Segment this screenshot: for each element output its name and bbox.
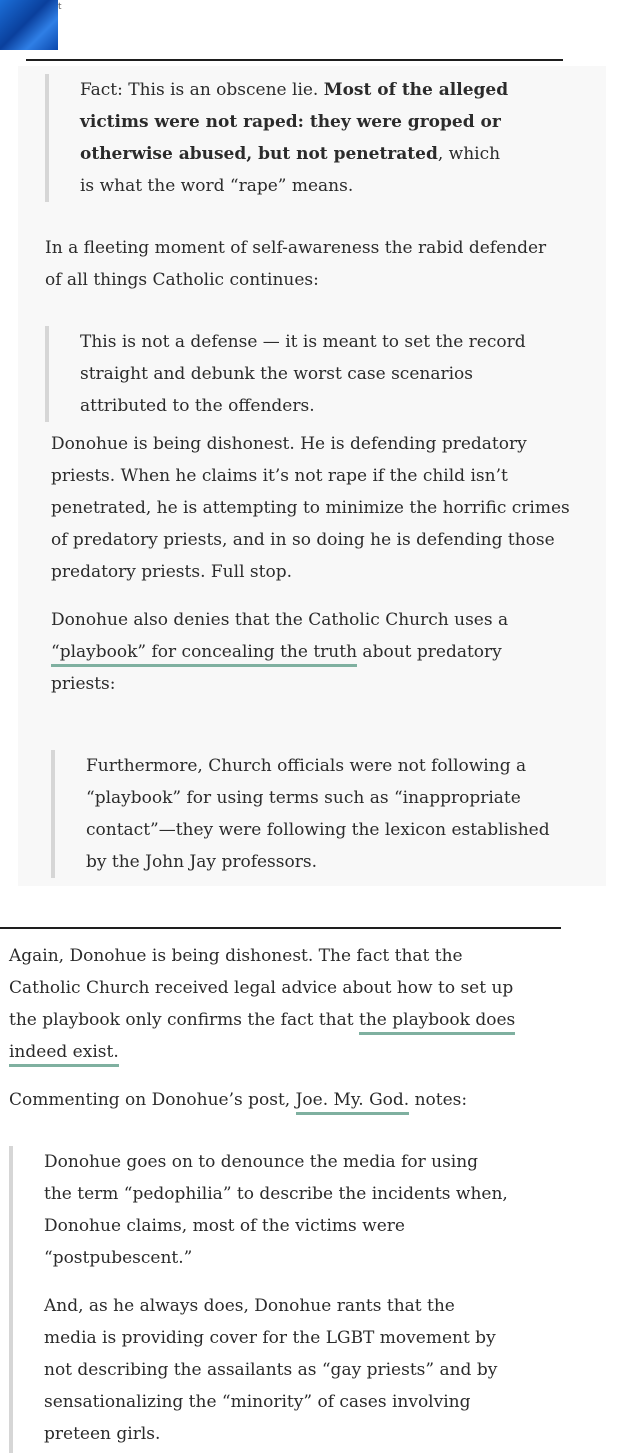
paragraph-self-awareness (45, 232, 565, 296)
playbook-suffix: about predatory priests: (51, 642, 502, 694)
commenting-prefix: Commenting on Donohue’s post, (9, 1090, 296, 1110)
top-rule (26, 59, 563, 61)
blockquote-lexicon (51, 750, 551, 878)
fact-bold: Most of the alleged victims were not raped: they were groped or otherwise abused, but not penetrated (80, 80, 509, 164)
playbook-prefix: Donohue also denies that the Catholic Church uses a (51, 610, 509, 630)
commenting-suffix: notes: (409, 1090, 468, 1110)
playbook-exists-link[interactable]: the playbook does indeed exist. (9, 1010, 515, 1067)
blockquote-defense (45, 326, 545, 422)
paragraph-again (9, 940, 529, 1068)
playbook-link[interactable]: “playbook” for concealing the truth (51, 642, 357, 667)
paragraph-self-awareness-text: In a fleeting moment of self-awareness the rabid defender of all things Catholic continues: (45, 238, 547, 290)
middle-rule (0, 927, 561, 929)
joe-my-god-link[interactable]: Joe. My. God. (296, 1090, 410, 1115)
fact-prefix: Fact: This is an obscene lie. (80, 80, 324, 100)
blockquote-defense-text: This is not a defense — it is meant to set the record straight and debunk the worst case scenarios attributed to the offenders. (80, 332, 526, 416)
paragraph-dishonest-text: Donohue is being dishonest. He is defending predatory priests. When he claims it’s not rape if the child isn’t penetrated, he is attempting to minimize the horrific crimes of predatory priests, and in so doing he is defending those predatory priests. Full stop. (51, 434, 570, 582)
blockquote-lexicon-text: Furthermore, Church officials were not following a “playbook” for using terms such as “inappropriate contact”—they were following the lexicon established by the John Jay professors. (86, 756, 550, 872)
paragraph-commenting-text (9, 1084, 569, 1116)
paragraph-commenting (9, 1084, 569, 1116)
blockquote-joe-p2: And, as he always does, Donohue rants that the media is providing cover for the LGBT movement by not describing the assailants as “gay priests” and by sensationalizing the “minority” of cases involving preteen girls. (44, 1296, 498, 1444)
paragraph-playbook (51, 604, 521, 700)
thumbnail-caption: t (58, 2, 62, 12)
blockquote-fact-text (80, 74, 515, 202)
again-prefix: Again, Donohue is being dishonest. The fact that the Catholic Church received legal advice about how to set up the playbook only confirms the fact that (9, 946, 514, 1030)
blockquote-joe-my-god (9, 1146, 509, 1453)
paragraph-playbook-text (51, 604, 521, 700)
paragraph-dishonest (51, 428, 581, 588)
fact-suffix: , which is what the word “rape” means. (80, 144, 501, 196)
thumbnail-image (0, 0, 58, 50)
paragraph-again-text (9, 940, 529, 1068)
blockquote-joe-p1: Donohue goes on to denounce the media for using the term “pedophilia” to describe the incidents when, Donohue claims, most of the victims were “postpubescent.” (44, 1152, 508, 1268)
blockquote-fact (45, 74, 515, 202)
